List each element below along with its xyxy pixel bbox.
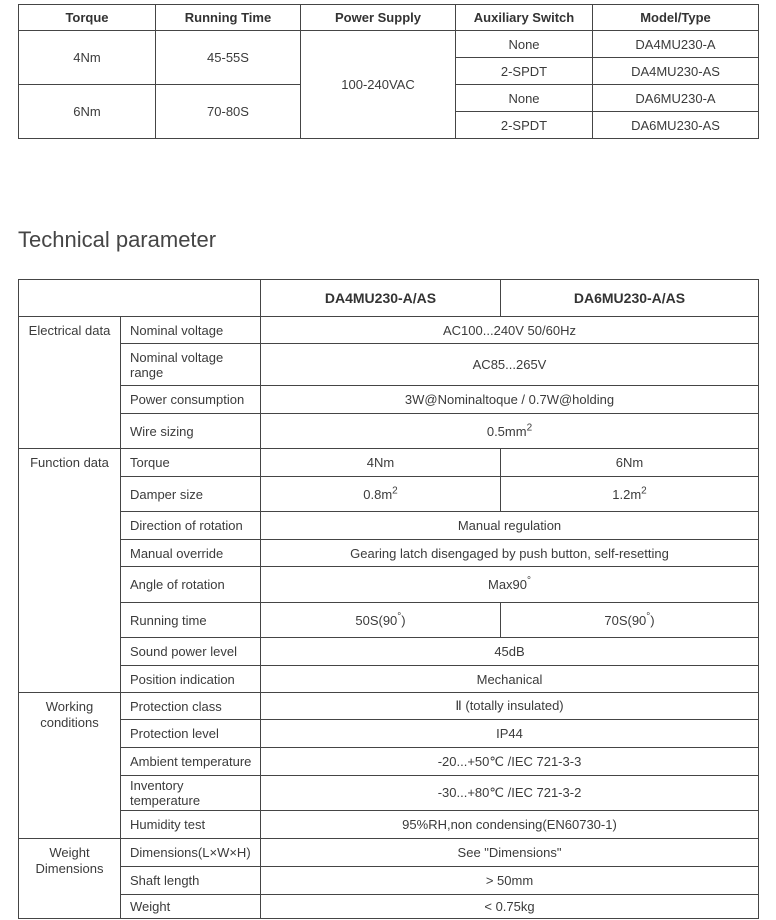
param-label: Protection class <box>121 693 261 720</box>
value-text: 4Nm <box>366 455 395 470</box>
value-cell <box>261 344 759 386</box>
param-label: Sound power level <box>121 638 261 666</box>
value-text: ) <box>650 612 655 628</box>
value-superscript: ° <box>397 611 402 623</box>
param-label: Humidity test <box>121 811 261 839</box>
aux-switch-cell: 2-SPDT <box>456 112 593 139</box>
table-row <box>19 867 759 895</box>
value-cell <box>261 720 759 748</box>
value-text: -30...+80℃ /IEC 721-3-2 <box>437 785 582 800</box>
power-supply-cell: 100-240VAC <box>301 31 456 139</box>
value-text: 50S(90 <box>355 612 398 628</box>
value-cell <box>501 449 759 477</box>
aux-switch-cell: 2-SPDT <box>456 58 593 85</box>
table-row <box>19 540 759 567</box>
param-label: Power consumption <box>121 386 261 414</box>
models-table <box>18 4 759 139</box>
value-text: 1.2m <box>612 486 642 502</box>
param-label: Shaft length <box>121 867 261 895</box>
table-row <box>19 638 759 666</box>
value-text: > 50mm <box>485 873 534 888</box>
table-row <box>19 414 759 449</box>
table-row <box>19 449 759 477</box>
value-cell <box>261 567 759 603</box>
param-label: Manual override <box>121 540 261 567</box>
value-cell <box>261 512 759 540</box>
param-label: Direction of rotation <box>121 512 261 540</box>
param-label: Running time <box>121 603 261 638</box>
table-row <box>19 317 759 344</box>
value-superscript: 2 <box>526 422 533 434</box>
category-cell: Working conditions <box>19 693 121 839</box>
value-cell <box>261 811 759 839</box>
value-text: 70S(90 <box>604 612 647 628</box>
value-text: 3W@Nominaltoque / 0.7W@holding <box>404 392 615 407</box>
value-cell <box>261 895 759 919</box>
value-superscript: 2 <box>641 485 647 497</box>
value-text: -20...+50℃ /IEC 721-3-3 <box>437 753 582 769</box>
model-cell: DA6MU230-AS <box>593 112 759 139</box>
value-cell <box>501 603 759 638</box>
page-title: Technical parameter <box>18 227 217 252</box>
aux-switch-cell: None <box>456 85 593 112</box>
value-cell <box>261 477 501 512</box>
empty-header-cell <box>19 280 261 317</box>
value-cell <box>261 386 759 414</box>
value-cell <box>261 449 501 477</box>
col-header-torque: Torque <box>19 5 156 31</box>
category-cell: Weight Dimensions <box>19 839 121 919</box>
category-cell: Electrical data <box>19 317 121 449</box>
param-label: Nominal voltage <box>121 317 261 344</box>
col-header-power-supply: Power Supply <box>301 5 456 31</box>
table-row <box>19 811 759 839</box>
value-text: IP44 <box>496 726 523 741</box>
param-label: Angle of rotation <box>121 567 261 603</box>
col-header-running-time: Running Time <box>156 5 301 31</box>
table-row <box>19 748 759 776</box>
value-text: 95%RH,non condensing(EN60730-1) <box>402 817 617 832</box>
value-cell <box>261 317 759 344</box>
param-label: Torque <box>121 449 261 477</box>
value-text: Max90 <box>487 577 528 592</box>
param-label: Weight <box>121 895 261 919</box>
value-cell <box>261 666 759 693</box>
col-header-model-type: Model/Type <box>593 5 759 31</box>
value-text: 45dB <box>494 644 525 659</box>
value-superscript: 2 <box>392 485 398 497</box>
param-label: Nominal voltage range <box>121 344 261 386</box>
model-cell: DA6MU230-A <box>593 85 759 112</box>
table-row <box>19 839 759 867</box>
table-row <box>19 344 759 386</box>
value-text: ) <box>401 612 406 628</box>
param-label: Damper size <box>121 477 261 512</box>
value-text: Gearing latch disengaged by push button, self-resetting <box>350 545 669 561</box>
table-row <box>19 720 759 748</box>
technical-parameters-table <box>18 279 759 919</box>
value-cell <box>261 748 759 776</box>
table-row <box>19 603 759 638</box>
table-row <box>19 31 759 58</box>
value-cell <box>261 638 759 666</box>
table-row <box>19 895 759 919</box>
value-cell <box>261 414 759 449</box>
value-text: AC100...240V 50/60Hz <box>443 322 576 338</box>
value-cell <box>261 603 501 638</box>
value-text: See "Dimensions" <box>457 845 562 860</box>
table-row <box>19 512 759 540</box>
value-text: 6Nm <box>615 455 644 470</box>
running-time-cell: 45-55S <box>156 31 301 85</box>
table-row <box>19 693 759 720</box>
value-cell <box>261 693 759 720</box>
category-cell: Function data <box>19 449 121 693</box>
value-superscript: ° <box>527 575 532 587</box>
col-header-auxiliary-switch: Auxiliary Switch <box>456 5 593 31</box>
param-label: Ambient temperature <box>121 748 261 776</box>
value-text: Mechanical <box>476 671 543 687</box>
model-cell: DA4MU230-AS <box>593 58 759 85</box>
param-label: Protection level <box>121 720 261 748</box>
table-row <box>19 776 759 811</box>
value-text: 0.8m <box>363 486 393 502</box>
table-row <box>19 477 759 512</box>
param-label: Wire sizing <box>121 414 261 449</box>
torque-cell: 6Nm <box>19 85 156 139</box>
col-header-da4mu230: DA4MU230-A/AS <box>261 280 501 317</box>
table-row <box>19 386 759 414</box>
table-row <box>19 666 759 693</box>
value-text: AC85...265V <box>472 357 547 372</box>
value-cell <box>501 477 759 512</box>
param-label: Dimensions(L×W×H) <box>121 839 261 867</box>
value-text: Ⅱ (totally insulated) <box>455 698 564 713</box>
torque-cell: 4Nm <box>19 31 156 85</box>
aux-switch-cell: None <box>456 31 593 58</box>
value-superscript: ° <box>646 611 651 623</box>
model-cell: DA4MU230-A <box>593 31 759 58</box>
table-row <box>19 567 759 603</box>
value-cell <box>261 776 759 811</box>
value-text: Manual regulation <box>457 518 562 533</box>
value-cell <box>261 540 759 567</box>
param-label: Position indication <box>121 666 261 693</box>
value-text: 0.5mm <box>486 423 527 439</box>
value-text: < 0.75kg <box>484 899 535 914</box>
value-cell <box>261 867 759 895</box>
col-header-da6mu230: DA6MU230-A/AS <box>501 280 759 317</box>
value-cell <box>261 839 759 867</box>
running-time-cell: 70-80S <box>156 85 301 139</box>
param-label: Inventory temperature <box>121 776 261 811</box>
